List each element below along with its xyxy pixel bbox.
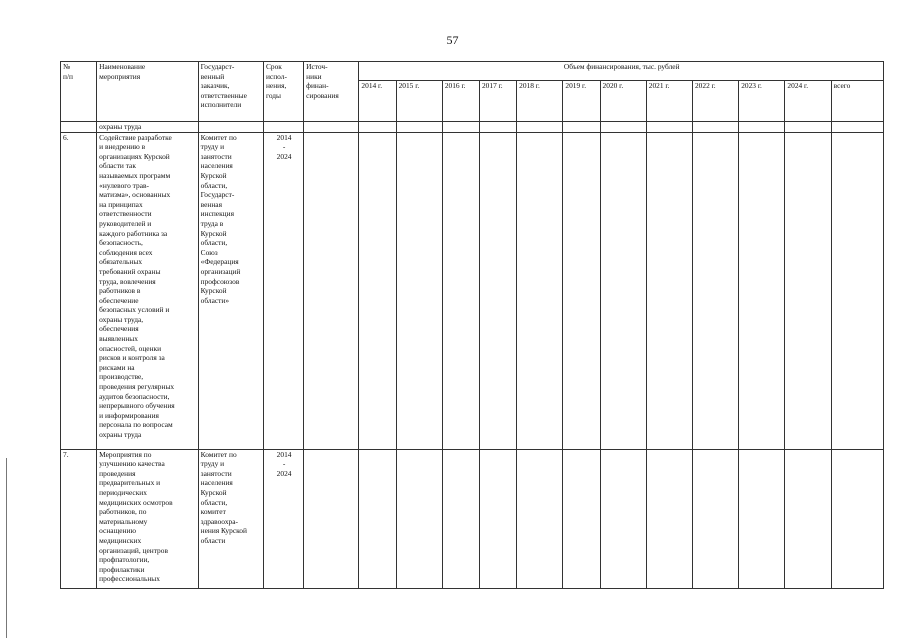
- row-name: Содействие разработке и внедрению в организациях Курской области так называемых программ «нулевого трав- матизма», основанных на принципах ответственности руководителей и каждого работника за безопасность, соблюдения всех обязательных требований охраны труда, вовлечения работников в обеспечение безопасных условий и охраны труда, обеспечения выявленных опасностей, оценки рисков и контроля за рисками на производстве, проведения регулярных аудитов безопасности, непрерывного обучения и информирования персонала по вопросам охраны труда: [97, 132, 198, 449]
- row-source: [304, 132, 359, 449]
- header-year: 2018 г.: [517, 81, 563, 122]
- continuation-text: охраны труда: [97, 122, 198, 133]
- row-num: 7.: [61, 449, 97, 588]
- header-year: 2024 г.: [785, 81, 831, 122]
- header-year: 2021 г.: [646, 81, 692, 122]
- header-customer: Государст- венный заказчик, ответственные исполнители: [198, 62, 263, 122]
- header-year: 2017 г.: [479, 81, 516, 122]
- header-year: 2022 г.: [692, 81, 738, 122]
- header-term: Срок испол- нения, годы: [263, 62, 303, 122]
- header-financing: Объем финансирования, тыс. рублей: [359, 62, 884, 81]
- row-source: [304, 449, 359, 588]
- row-customer: Комитет по труду и занятости населения Курской области, Государст- венная инспекция труда в Курской области, Союз «Федерация организаций профсоюзов Курской области»: [198, 132, 263, 449]
- header-source: Источ- ники финан- сирования: [304, 62, 359, 122]
- row-num: 6.: [61, 132, 97, 449]
- page-number: 57: [446, 33, 459, 47]
- row-name: Мероприятия по улучшению качества проведения предварительных и периодических медицинских осмотров работников, по материальному оснащению медицинских организаций, центров профпатологии, профилактики профессиональных: [97, 449, 198, 588]
- financing-table: [60, 61, 884, 589]
- header-num: № п/п: [61, 62, 97, 122]
- row-term: 2014 - 2024: [263, 449, 303, 588]
- row-term: 2014 - 2024: [263, 132, 303, 449]
- table-row: [61, 449, 884, 588]
- header-name: Наименование мероприятия: [97, 62, 198, 122]
- row-customer: Комитет по труду и занятости населения Курской области, комитет здравоохра- нения Курской области: [198, 449, 263, 588]
- header-year: 2015 г.: [396, 81, 442, 122]
- table-row: [61, 132, 884, 449]
- continuation-row: [61, 122, 884, 133]
- header-year: всего: [831, 81, 883, 122]
- header-year: 2014 г.: [359, 81, 396, 122]
- header-year: 2020 г.: [600, 81, 646, 122]
- header-row: [61, 62, 884, 81]
- header-year: 2023 г.: [739, 81, 785, 122]
- header-year: 2016 г.: [442, 81, 479, 122]
- header-year: 2019 г.: [563, 81, 600, 122]
- margin-line: [6, 458, 7, 638]
